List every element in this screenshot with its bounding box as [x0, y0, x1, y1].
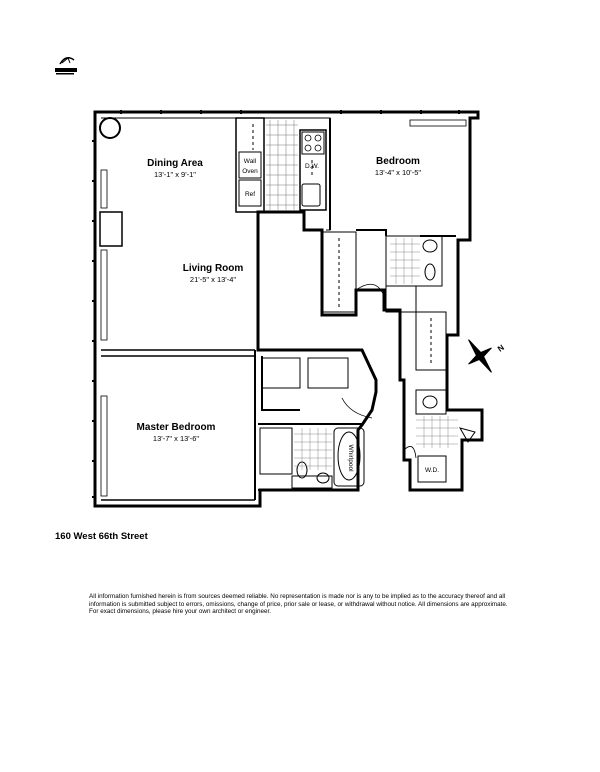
master-bath-tile: [294, 428, 332, 470]
whirlpool-label: Whirlpool: [347, 444, 354, 472]
master-bedroom-name: Master Bedroom: [136, 422, 216, 433]
compass-icon: [457, 332, 503, 381]
window-sill-left-3: [101, 396, 107, 496]
master-bedroom-dims: 13'-7" x 13'-6": [152, 434, 200, 443]
dining-area-name: Dining Area: [147, 158, 203, 169]
dining-area-dims: 13'-1" x 9'-1": [154, 170, 196, 179]
compass-north-label: N: [495, 342, 506, 354]
wall-oven-label-wall: Wall: [243, 158, 257, 165]
disclaimer-text: All information furnished herein is from sources deemed reliable. No representation is made nor is any to be implied as to the accuracy thereof and all information is submitted subject to errors, omissions, change of price, prior sale or lease, or withdrawal without notice. All dimensions are approximate. For exact dimensions, please hire your own architect or engineer.: [89, 593, 508, 616]
bedroom-wall: [330, 118, 456, 236]
bedroom-bath: [386, 236, 442, 312]
bedroom-dims: 13'-4" x 10'-5": [374, 168, 422, 177]
living-room-dims: 21'-5" x 13'-4": [189, 275, 237, 284]
master-closet-right: [308, 358, 348, 388]
washer-dryer-label: W.D.: [424, 467, 440, 474]
bedroom-name: Bedroom: [376, 156, 420, 167]
kitchen-tile-grid: [266, 120, 298, 210]
window-sill-bedroom: [410, 120, 466, 126]
window-sill-left: [101, 170, 107, 208]
refrigerator-label: Ref: [244, 191, 256, 198]
window-unit: [100, 212, 122, 246]
building-address: 160 West 66th Street: [55, 531, 148, 542]
dishwasher-label: D.W.: [304, 163, 320, 170]
master-closet-left: [262, 358, 300, 388]
living-room-name: Living Room: [182, 263, 244, 274]
window-sill-left-2: [101, 250, 107, 340]
hall-bath-tile: [416, 416, 458, 448]
structural-column: [100, 118, 120, 138]
bedroom-bath-tile: [390, 238, 420, 284]
wall-oven-label-oven: Oven: [242, 168, 258, 175]
